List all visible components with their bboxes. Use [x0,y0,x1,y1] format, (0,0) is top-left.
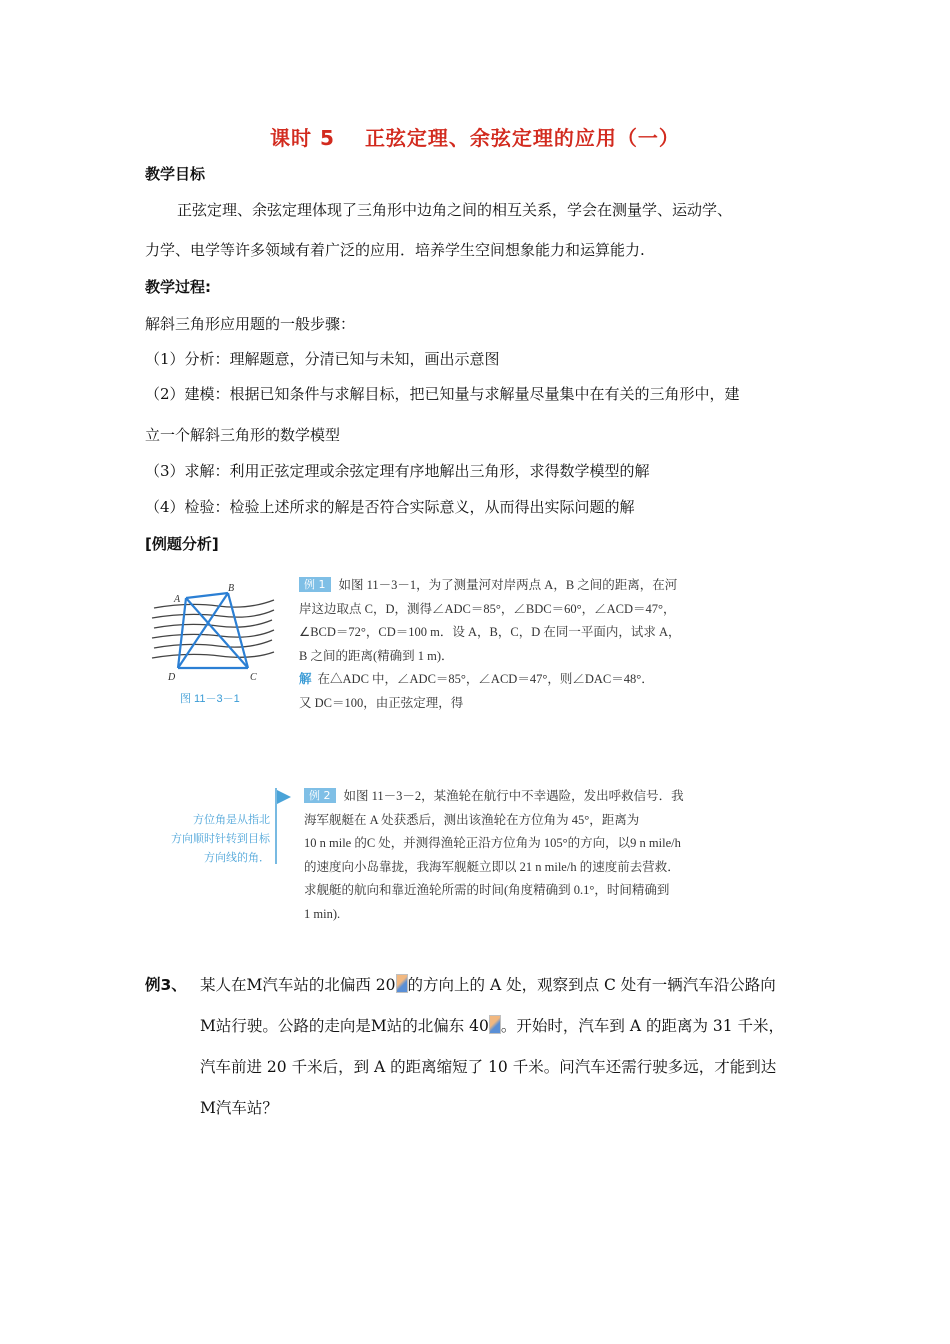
point-a-label: A [174,594,181,605]
examples-heading: [例题分析] [145,535,219,553]
note-flag-icon [272,786,294,866]
objectives-heading: 教学目标 [145,165,206,183]
process-step-2a: （2）建模：根据已知条件与求解目标，把已知量与求解量尽量集中在有关的三角形中，建 [145,385,740,403]
example3-text [200,965,820,1129]
page-title [0,122,950,151]
figure-caption: 图 11－3－1 [180,693,240,705]
example3-line-2b: 。开始时，汽车到 A 的距离为 31 千米， [500,1017,785,1035]
example1-figure [148,580,278,685]
objectives-line-2: 力学、电学等许多领域有着广泛的应用．培养学生空间想象能力和运算能力. [145,241,645,259]
example3-line-4: M汽车站？ [200,1099,278,1117]
process-step-4: （4）检验：检验上述所求的解是否符合实际意义，从而得出实际问题的解 [145,498,635,516]
example1-line-2: 岸这边取点 C，D，测得∠ADC＝85°，∠BDC＝60°，∠ACD＝47°， [299,601,676,616]
process-step-1: （1）分析：理解题意，分清已知与未知，画出示意图 [145,350,500,368]
point-b-label: B [228,583,235,594]
example1-line-5: 在△ADC 中，∠ADC＝85°，∠ACD＝47°，则∠DAC＝48°． [317,672,654,686]
example2-tag: 例 2 [304,788,336,803]
lesson-title: 正弦定理、余弦定理的应用（一） [364,126,680,150]
example1-text [299,574,739,715]
process-heading: 教学过程: [145,278,211,296]
example3-line-1a: 某人在M汽车站的北偏西 20 [200,976,396,994]
note-line-1: 方位角是从指北 [193,813,270,826]
example2-line-5: 求舰艇的航向和靠近渔轮所需的时间(角度精确到 0.1°，时间精确到 [304,883,670,897]
process-intro: 解斜三角形应用题的一般步骤： [145,315,356,333]
lesson-number: 课时 5 [270,126,335,150]
degree-image-icon [396,974,408,993]
point-d-label: D [168,672,176,683]
point-c-label: C [250,672,257,683]
example1-line-4: B 之间的距离(精确到 1 m)． [299,648,454,663]
example1-line-1: 如图 11－3－1，为了测量河对岸两点 A，B 之间的距离，在河 [338,578,678,592]
process-step-2b: 立一个解斜三角形的数学模型 [145,426,341,444]
example3-line-1b: 的方向上的 A 处，观察到点 C 处有一辆汽车沿公路向 [407,976,776,994]
process-step-3: （3）求解：利用正弦定理或余弦定理有序地解出三角形，求得数学模型的解 [145,462,650,480]
note-line-3: 方向线的角． [204,851,270,864]
example2-line-6: 1 min). [304,906,341,921]
example2-line-2: 海军舰艇在 A 处获悉后，测出该渔轮在方位角为 45°，距离为 [304,812,640,827]
example2-line-3: 10 n mile 的C 处，并测得渔轮正沿方位角为 105°的方向，以9 n mile/h [304,836,681,850]
note-line-2: 方向顺时针转到目标 [171,832,270,845]
example3-label: 例3、 [145,976,187,994]
degree-image-icon [489,1015,501,1034]
solution-label: 解 [299,672,312,686]
example1-line-3: ∠BCD＝72°，CD＝100 m．设 A，B，C，D 在同一平面内，试求 A， [299,625,681,639]
example1-line-6: 又 DC＝100，由正弦定理，得 [299,695,464,710]
azimuth-note [150,810,270,867]
example2-text [304,785,744,926]
example2-line-4: 的速度向小岛靠拢，我海军舰艇立即以 21 n mile/h 的速度前去营救． [304,859,680,874]
objectives-line-1: 正弦定理、余弦定理体现了三角形中边角之间的相互关系，学会在测量学、运动学、 [177,201,733,219]
example1-tag: 例 1 [299,577,331,592]
example3-line-3: 汽车前进 20 千米后，到 A 的距离缩短了 10 千米。问汽车还需行驶多远，才能到达 [200,1058,777,1076]
example2-line-1: 如图 11－3－2，某渔轮在航行中不幸遇险，发出呼救信号．我 [343,789,684,803]
example3-line-2a: M站行驶。公路的走向是M站的北偏东 40 [200,1017,489,1035]
